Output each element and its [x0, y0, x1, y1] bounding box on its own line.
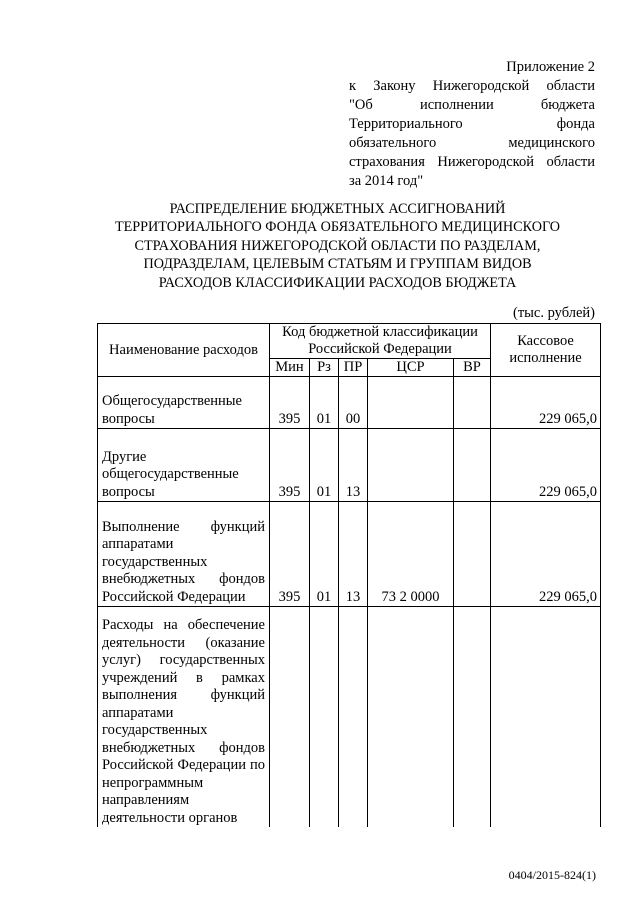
- header-name: Наименование расходов: [98, 324, 270, 377]
- appendix-line: Приложение 2: [506, 59, 595, 75]
- title-line: ТЕРРИТОРИАЛЬНОГО ФОНДА ОБЯЗАТЕЛЬНОГО МЕДИЦИНСКОГО: [114, 219, 561, 236]
- cell-amount: 229 065,0: [491, 429, 601, 502]
- title-line: СТРАХОВАНИЯ НИЖЕГОРОДСКОЙ ОБЛАСТИ ПО РАЗДЕЛАМ,: [134, 237, 541, 254]
- header-vr: ВР: [454, 359, 491, 377]
- appendix-line: Территориального фонда: [349, 116, 595, 132]
- appendix-line: "Об исполнении бюджета: [349, 97, 595, 113]
- cell-min: 395: [270, 429, 310, 502]
- header-amount: Кассовое исполнение: [491, 324, 601, 377]
- cell-csr: 73 2 0000: [368, 502, 454, 607]
- appendix-line: страхования Нижегородской области: [349, 154, 595, 170]
- cell-pr: 13: [339, 502, 368, 607]
- cell-name: Другие общегосударственные вопросы: [98, 429, 270, 502]
- cell-name: Общегосударственные вопросы: [98, 377, 270, 429]
- document-title: [80, 200, 595, 292]
- title-line: РАСПРЕДЕЛЕНИЕ БЮДЖЕТНЫХ АССИГНОВАНИЙ: [169, 201, 506, 217]
- cell-name: Расходы на обеспечение деятельности (оказание услуг) государственных учреждений в рамках выполнения функций аппаратами государственных внебюджетных фондов Российской Федерации по непрограммным направлениям деятельности органов: [98, 607, 270, 828]
- header-rz: Рз: [310, 359, 339, 377]
- cell-min: [270, 607, 310, 828]
- cell-pr: 13: [339, 429, 368, 502]
- cell-rz: [310, 607, 339, 828]
- cell-vr: [454, 607, 491, 828]
- table-row: [98, 377, 601, 429]
- cell-csr: [368, 607, 454, 828]
- cell-amount: [491, 607, 601, 828]
- cell-amount: 229 065,0: [491, 377, 601, 429]
- appendix-block: [349, 58, 595, 191]
- appendix-line: к Закону Нижегородской области: [349, 78, 595, 94]
- units-label: (тыс. рублей): [513, 305, 595, 321]
- cell-min: 395: [270, 502, 310, 607]
- cell-rz: 01: [310, 429, 339, 502]
- cell-name: Выполнение функций аппаратами государственных внебюджетных фондов Российской Федерации: [98, 502, 270, 607]
- cell-csr: [368, 429, 454, 502]
- cell-pr: [339, 607, 368, 828]
- table-row: [98, 429, 601, 502]
- cell-rz: 01: [310, 377, 339, 429]
- appendix-line: обязательного медицинского: [349, 135, 595, 151]
- header-csr: ЦСР: [368, 359, 454, 377]
- cell-min: 395: [270, 377, 310, 429]
- document-number: 0404/2015-824(1): [508, 868, 596, 882]
- budget-table: [97, 323, 601, 827]
- cell-rz: 01: [310, 502, 339, 607]
- appendix-line: за 2014 год": [349, 173, 424, 189]
- table-row: [98, 607, 601, 828]
- cell-vr: [454, 429, 491, 502]
- table-row: [98, 502, 601, 607]
- title-line: РАСХОДОВ КЛАССИФИКАЦИИ РАСХОДОВ БЮДЖЕТА: [158, 274, 517, 291]
- header-min: Мин: [270, 359, 310, 377]
- cell-vr: [454, 502, 491, 607]
- header-pr: ПР: [339, 359, 368, 377]
- cell-pr: 00: [339, 377, 368, 429]
- header-code-group: Код бюджетной классификации Российской Федерации: [270, 324, 491, 359]
- cell-csr: [368, 377, 454, 429]
- cell-vr: [454, 377, 491, 429]
- cell-amount: 229 065,0: [491, 502, 601, 607]
- title-line: ПОДРАЗДЕЛАМ, ЦЕЛЕВЫМ СТАТЬЯМ И ГРУППАМ ВИДОВ: [143, 256, 532, 273]
